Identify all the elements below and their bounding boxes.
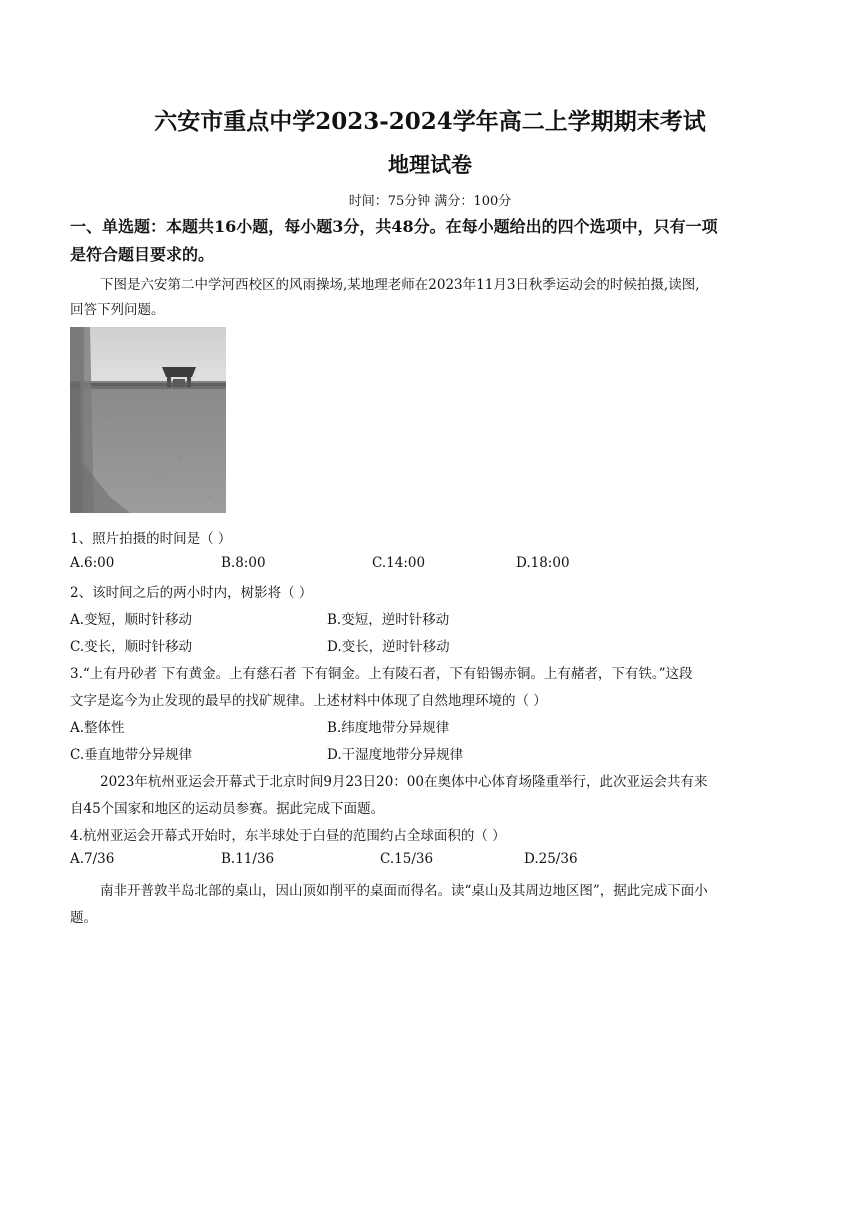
q2-option-b: B.变短，逆时针移动	[327, 612, 450, 628]
intro1-line1: 下图是六安第二中学河西校区的风雨操场,某地理老师在2023年11月3日秋季运动会的时候拍摄,读图,	[100, 277, 700, 293]
q4-stem: 4.杭州亚运会开幕式开始时，东半球处于白昼的范围约占全球面积的（ ）	[70, 828, 506, 844]
q2-option-a: A.变短，顺时针移动	[70, 612, 193, 628]
intro3-line1: 南非开普敦半岛北部的桌山，因山顶如削平的桌面而得名。读“桌山及其周边地区图”，据此完成下面小	[100, 883, 708, 899]
q3-option-a: A.整体性	[70, 720, 125, 736]
intro2-line1: 2023年杭州亚运会开幕式于北京时间9月23日20：00在奥体中心体育场隆重举行，此次亚运会共有来	[100, 774, 708, 790]
section-heading-line2: 是符合题目要求的。	[70, 245, 215, 264]
q1-option-c: C.14:00	[372, 555, 426, 571]
section-heading-line1: 一、单选题：本题共16小题，每小题3分，共48分。在每小题给出的四个选项中，只有一项	[70, 217, 718, 236]
q1-option-d: D.18:00	[516, 555, 570, 571]
q2-option-d: D.变长，逆时针移动	[327, 639, 450, 655]
stadium-photo	[70, 327, 226, 513]
q4-option-a: A.7/36	[70, 851, 115, 867]
q3-option-d: D.干湿度地带分异规律	[327, 747, 464, 763]
q4-option-c: C.15/36	[380, 851, 434, 867]
q1-option-a: A.6:00	[70, 555, 115, 571]
exam-title: 六安市重点中学2023-2024学年高二上学期期末考试	[154, 108, 706, 135]
exam-meta: 时间：75分钟 满分：100分	[348, 194, 512, 209]
q4-option-b: B.11/36	[221, 851, 275, 867]
intro1-line2: 回答下列问题。	[70, 302, 165, 318]
q4-option-d: D.25/36	[524, 851, 578, 867]
q2-stem: 2、该时间之后的两小时内，树影将（ ）	[70, 585, 313, 601]
intro3-line2: 题。	[70, 910, 97, 926]
q3-stem-line2: 文字是迄今为止发现的最早的找矿规律。上述材料中体现了自然地理环境的（ ）	[70, 693, 547, 709]
q2-option-c: C.变长，顺时针移动	[70, 639, 193, 655]
q1-stem: 1、照片拍摄的时间是（ ）	[70, 531, 232, 547]
exam-subject-title: 地理试卷	[388, 152, 472, 177]
q3-option-b: B.纬度地带分异规律	[327, 720, 450, 736]
q1-option-b: B.8:00	[221, 555, 266, 571]
intro2-line2: 自45个国家和地区的运动员参赛。据此完成下面题。	[70, 801, 385, 817]
q3-option-c: C.垂直地带分异规律	[70, 747, 193, 763]
q3-stem-line1: 3.“上有丹砂者 下有黄金。上有慈石者 下有铜金。上有陵石者，下有铅锡赤铜。上有赭者，下有铁。”这段	[70, 666, 693, 682]
